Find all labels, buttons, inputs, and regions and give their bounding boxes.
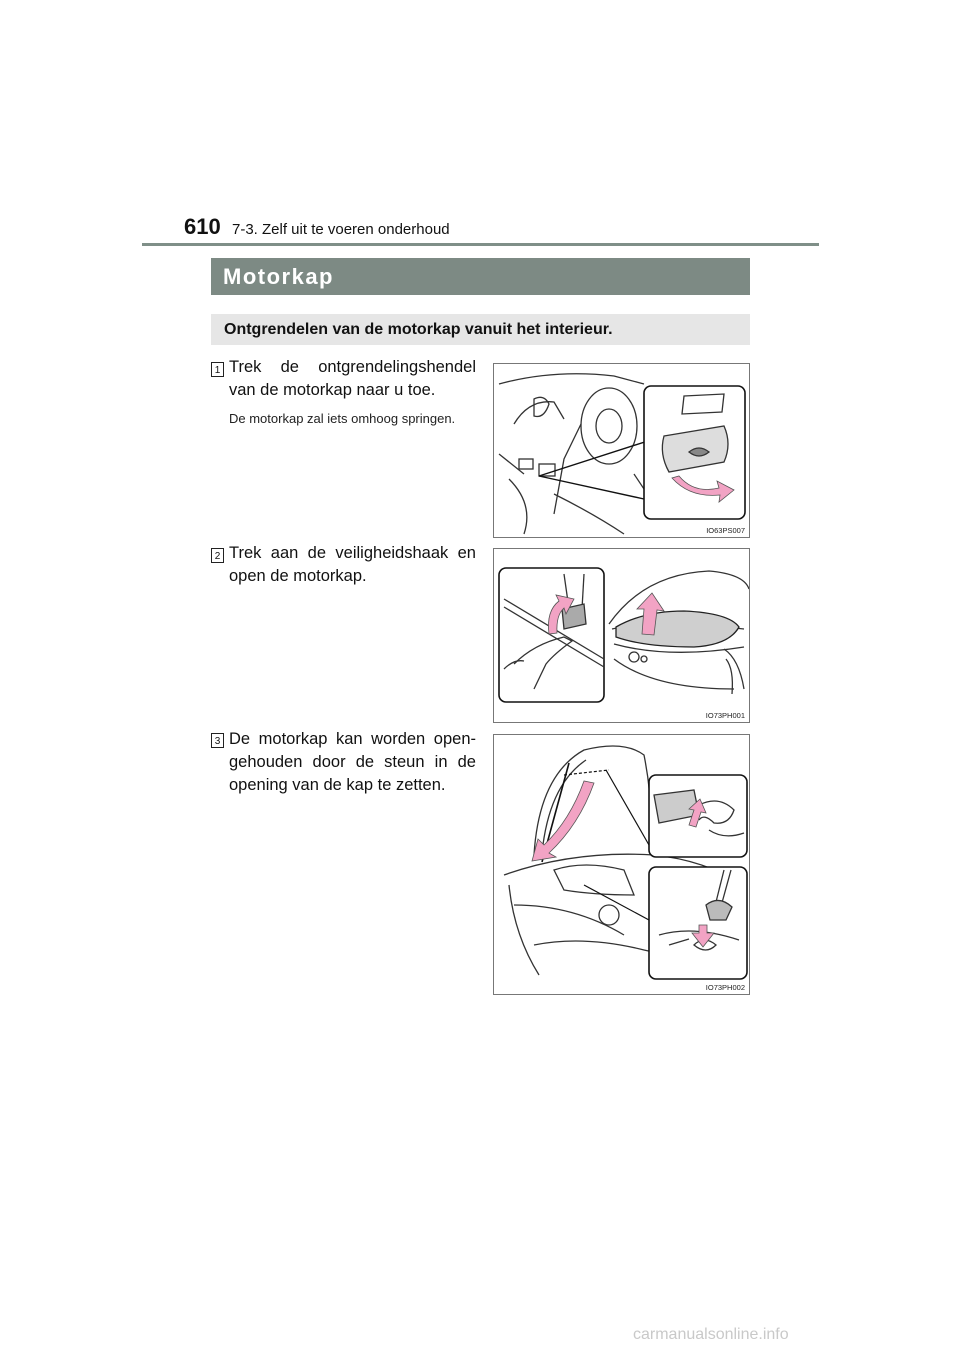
figure-hood-release-lever <box>493 363 750 538</box>
figure-code-1: IO63PS007 <box>706 526 745 535</box>
figure-code-2: IO73PH001 <box>705 711 745 720</box>
step-number-2: 2 <box>211 548 224 563</box>
figure-code-3: IO73PH002 <box>705 983 745 992</box>
hood-release-illustration <box>494 364 750 538</box>
step-text-1: Trek de ontgrendelingshendel van de motorkap naar u toe. <box>229 358 476 399</box>
chapter-title: 7-3. Zelf uit te voeren onderhoud <box>232 221 450 238</box>
page-number: 610 <box>184 214 221 239</box>
watermark: carmanualsonline.info <box>633 1326 789 1343</box>
step-note-1: De motorkap zal iets omhoog springen. <box>229 411 456 426</box>
section-title: Motorkap <box>211 258 750 295</box>
header-divider <box>142 243 819 246</box>
step-number-3: 3 <box>211 733 224 748</box>
figure-safety-catch <box>493 548 750 723</box>
figure-hood-support-rod <box>493 734 750 995</box>
safety-catch-illustration <box>494 549 750 723</box>
step-number-1: 1 <box>211 362 224 377</box>
subsection-title: Ontgrendelen van de motorkap vanuit het interieur. <box>211 314 750 345</box>
step-text-3: De motorkap kan worden open-gehouden door de steun in de opening van de kap te zetten. <box>229 730 476 794</box>
step-text-2: Trek aan de veiligheidshaak en open de motorkap. <box>229 544 476 585</box>
support-rod-illustration <box>494 735 750 995</box>
